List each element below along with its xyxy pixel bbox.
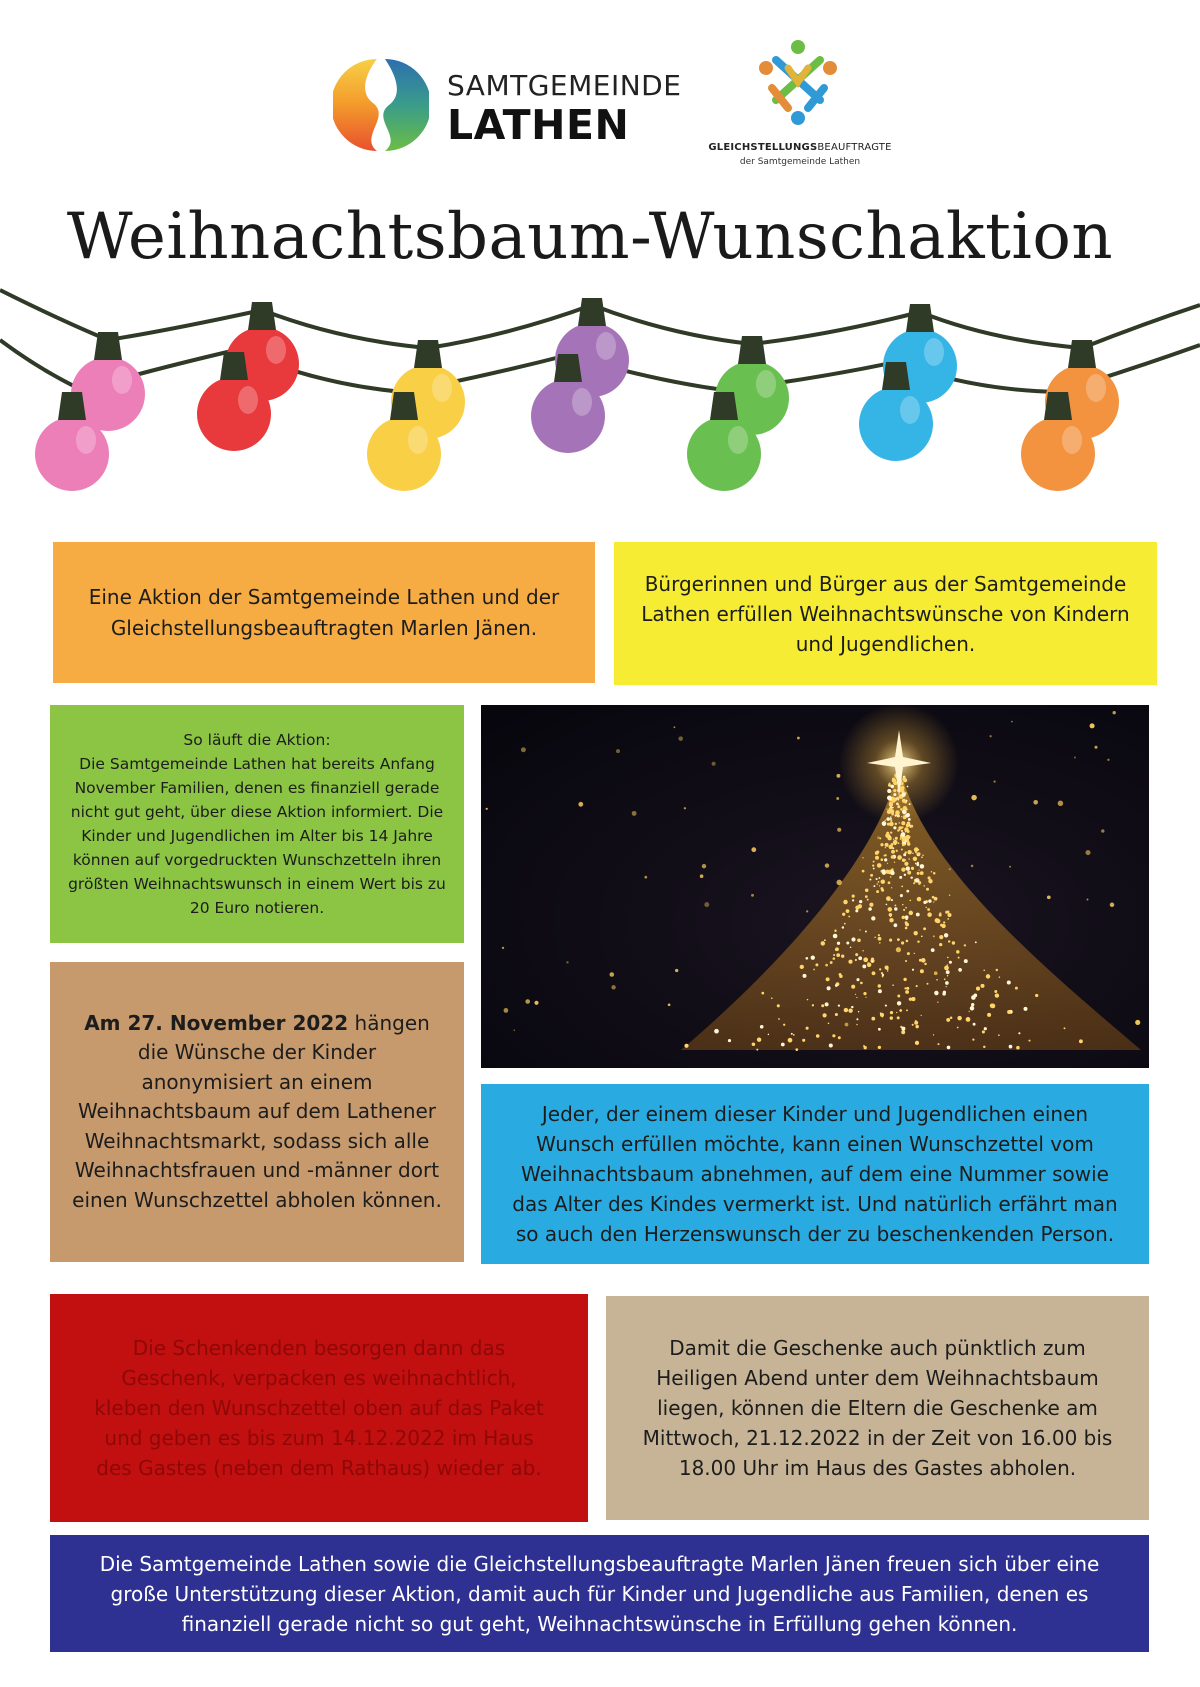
datum-box: [50, 962, 464, 1262]
golden-christmas-tree-image: [481, 705, 1149, 1068]
page-title: Weihnachtsbaum-Wunschaktion: [66, 200, 1114, 274]
gleichstellung-logo-subtext: der Samtgemeinde Lathen: [739, 157, 861, 167]
gleichstellung-logo-text: GLEICHSTELLUNGSBEAUFTRAGTE: [708, 142, 892, 153]
schenkende-box: [50, 1294, 588, 1522]
string-lights-decoration: [0, 280, 1200, 500]
intro-text: Eine Aktion der Samtgemeinde Lathen und der Gleichstellungsbeauftragten Marlen Jänen.: [88, 584, 560, 640]
jeder-text: Jeder, der einem dieser Kinder und Jugendlichen einen Wunsch erfüllen möchte, kann einen Wunschzettel vom Weihnachtsbaum abnehmen, auf dem eine Nummer sowie das Alter des Kindes vermerkt ist. Und natürlich erfährt man so auch den Herzenswunsch der zu beschenkenden Person.: [512, 1102, 1118, 1246]
schenkende-text: Die Schenkenden besorgen dann das Geschenk, verpacken es weihnachtlich, kleben den Wunschzettel oben auf das Paket und geben es bis zum 14.12.2022 im Haus des Gastes (neben dem Rathaus) wieder ab.: [94, 1336, 544, 1480]
footer-box: [50, 1535, 1149, 1652]
ablauf-box: [50, 705, 464, 943]
samtgemeinde-lathen-logo: [333, 57, 682, 157]
jeder-box: [481, 1084, 1149, 1264]
ablauf-text: Die Samtgemeinde Lathen hat bereits Anfang November Familien, denen es finanziell gerade nicht gut geht, über diese Aktion informiert. Die Kinder und Jugendlichen im Alter bis 14 Jahre können auf vorgedruckten Wunschzetteln ihren größten Weihnachtswunsch in einem Wert bis zu 20 Euro notieren.: [68, 755, 446, 917]
sparkling-tree-picture: [481, 705, 1149, 1068]
datum-text: Am 27. November 2022 hängen die Wünsche der Kinder anonymisiert an einem Weihnachtsbaum auf dem Lathener Weihnachtsmarkt, sodass sich alle Weihnachtsfrauen und -männer dort einen Wunschzettel abholen können.: [72, 1010, 442, 1212]
intro-box: [53, 542, 595, 683]
abholen-text: Damit die Geschenke auch pünktlich zum Heiligen Abend unter dem Weihnachtsbaum liegen, können die Eltern die Geschenke am Mittwoch, 21.12.2022 in der Zeit von 16.00 bis 18.00 Uhr im Haus des Gastes abholen.: [642, 1336, 1113, 1480]
ablauf-heading: So läuft die Aktion:: [183, 731, 331, 749]
samtgemeinde-logo-mark-icon: [333, 57, 429, 153]
footer-text: Die Samtgemeinde Lathen sowie die Gleichstellungsbeauftragte Marlen Jänen freuen sich über eine große Unterstützung dieser Aktion, damit auch für Kinder und Jugendliche aus Familien, denen es finanziell gerade nicht so gut geht, Weihnachtswünsche in Erfüllung gehen können.: [99, 1551, 1100, 1636]
people-circle-logo-icon: [748, 38, 848, 126]
logo-text-samtgemeinde: SAMTGEMEINDE: [447, 69, 682, 102]
buerger-text: Bürgerinnen und Bürger aus der Samtgemeinde Lathen erfüllen Weihnachtswünsche von Kindern und Jugendlichen.: [641, 571, 1130, 656]
abholen-box: [606, 1296, 1149, 1520]
buerger-box: [614, 542, 1157, 685]
logo-text-lathen: LATHEN: [447, 101, 630, 149]
light-bulbs: [35, 298, 1119, 491]
gleichstellungsbeauftragte-logo: [690, 38, 910, 173]
